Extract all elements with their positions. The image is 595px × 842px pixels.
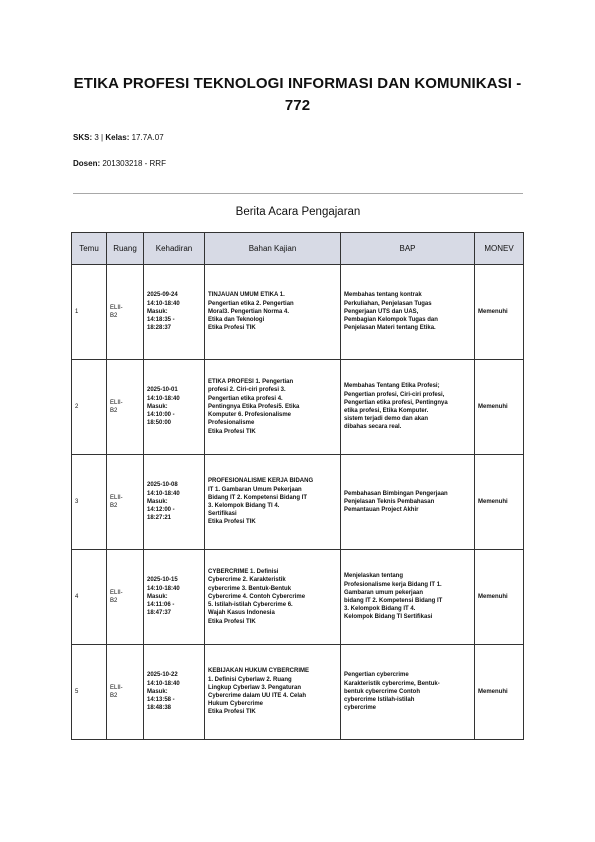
table-row <box>72 360 524 455</box>
cell-temu: 2 <box>72 360 107 455</box>
dosen-value: 201303218 - RRF <box>102 159 166 168</box>
cell-monev: Memenuhi <box>475 550 524 645</box>
cell-bahan-kajian: PROFESIONALISME KERJA BIDANG IT 1. Gambaran Umum Pekerjaan Bidang IT 2. Kompetensi Bidang IT 3. Kelompok Bidang TI 4. Sertifikasi Etika Profesi TIK <box>205 455 341 550</box>
cell-monev: Memenuhi <box>475 455 524 550</box>
cell-monev: Memenuhi <box>475 265 524 360</box>
cell-bap: Pembahasan Bimbingan Pengerjaan Penjelasan Teknis Pembahasan Pemantauan Project Akhir <box>341 455 475 550</box>
cell-ruang: ELII- B2 <box>107 265 144 360</box>
cell-ruang: ELII- B2 <box>107 645 144 740</box>
cell-temu: 1 <box>72 265 107 360</box>
cell-temu: 3 <box>72 455 107 550</box>
divider <box>73 193 523 194</box>
cell-kehadiran: 2025-10-01 14:10-18:40 Masuk: 14:10:00 - 18:50:00 <box>144 360 205 455</box>
course-meta <box>73 133 164 142</box>
cell-bahan-kajian: TINJAUAN UMUM ETIKA 1. Pengertian etika 2. Pengertian Moral3. Pengertian Norma 4. Etika dan Teknologi Etika Profesi TIK <box>205 265 341 360</box>
dosen-label: Dosen: <box>73 159 101 168</box>
cell-bap: Membahas tentang kontrak Perkuliahan, Penjelasan Tugas Pengerjaan UTS dan UAS, Pembagian Kelompok Tugas dan Penjelasan Materi tentang Etika. <box>341 265 475 360</box>
kelas-label: Kelas: <box>105 133 130 142</box>
table-row <box>72 550 524 645</box>
cell-bap: Pengertian cybercrime Karakteristik cybercrime, Bentuk- bentuk cybercrime Contoh cybercrime Istilah-istilah cybercrime <box>341 645 475 740</box>
cell-bap: Membahas Tentang Etika Profesi; Pengertian profesi, Ciri-ciri profesi, Pengertian etika profesi, Pentingnya etika profesi, Etika Komputer. sistem terjadi demo dan akan dibahas secara real. <box>341 360 475 455</box>
header-ruang: Ruang <box>107 233 144 265</box>
cell-kehadiran: 2025-10-15 14:10-18:40 Masuk: 14:11:06 - 18:47:37 <box>144 550 205 645</box>
header-monev: MONEV <box>475 233 524 265</box>
cell-ruang: ELII- B2 <box>107 360 144 455</box>
header-kehadiran: Kehadiran <box>144 233 205 265</box>
section-title: Berita Acara Pengajaran <box>235 206 361 218</box>
sks-value: 3 <box>94 133 99 142</box>
cell-ruang: ELII- B2 <box>107 550 144 645</box>
cell-monev: Memenuhi <box>475 645 524 740</box>
table-row <box>72 455 524 550</box>
table-header-row <box>72 233 524 265</box>
lecturer-meta <box>73 159 166 168</box>
cell-bahan-kajian: KEBIJAKAN HUKUM CYBERCRIME 1. Definisi Cyberlaw 2. Ruang Lingkup Cyberlaw 3. Pengaturan Cybercrime dalam UU ITE 4. Celah Hukum Cybercrime Etika Profesi TIK <box>205 645 341 740</box>
cell-bap: Menjelaskan tentang Profesionalisme kerja Bidang IT 1. Gambaran umum pekerjaan bidang IT 2. Kompetensi Bidang IT 3. Kelompok Bidang IT 4. Kelompok Bidang TI Sertifikasi <box>341 550 475 645</box>
table-row <box>72 645 524 740</box>
teaching-record-table <box>71 232 524 740</box>
cell-monev: Memenuhi <box>475 360 524 455</box>
course-title: ETIKA PROFESI TEKNOLOGI INFORMASI DAN KOMUNIKASI - 772 <box>73 75 522 114</box>
kelas-value: 17.7A.07 <box>131 133 164 142</box>
header-bap: BAP <box>341 233 475 265</box>
cell-kehadiran: 2025-09-24 14:10-18:40 Masuk: 14:18:35 - 18:28:37 <box>144 265 205 360</box>
sks-label: SKS: <box>73 133 93 142</box>
meta-separator: | <box>101 133 104 142</box>
table-row <box>72 265 524 360</box>
cell-kehadiran: 2025-10-22 14:10-18:40 Masuk: 14:13:58 - 18:48:38 <box>144 645 205 740</box>
cell-bahan-kajian: ETIKA PROFESI 1. Pengertian profesi 2. Ciri-ciri profesi 3. Pengertian etika profesi 4. Pentingnya Etika Profesi5. Etika Komputer 6. Profesionalisme Profesionalisme Etika Profesi TIK <box>205 360 341 455</box>
cell-bahan-kajian: CYBERCRIME 1. Definisi Cybercrime 2. Karakteristik cybercrime 3. Bentuk-Bentuk Cybercrime 4. Contoh Cybercrime 5. Istilah-istilah Cybercrime 6. Wajah Kasus Indonesia Etika Profesi TIK <box>205 550 341 645</box>
cell-temu: 4 <box>72 550 107 645</box>
header-bahan-kajian: Bahan Kajian <box>205 233 341 265</box>
cell-kehadiran: 2025-10-08 14:10-18:40 Masuk: 14:12:00 - 18:27:21 <box>144 455 205 550</box>
header-temu: Temu <box>72 233 107 265</box>
cell-temu: 5 <box>72 645 107 740</box>
cell-ruang: ELII- B2 <box>107 455 144 550</box>
